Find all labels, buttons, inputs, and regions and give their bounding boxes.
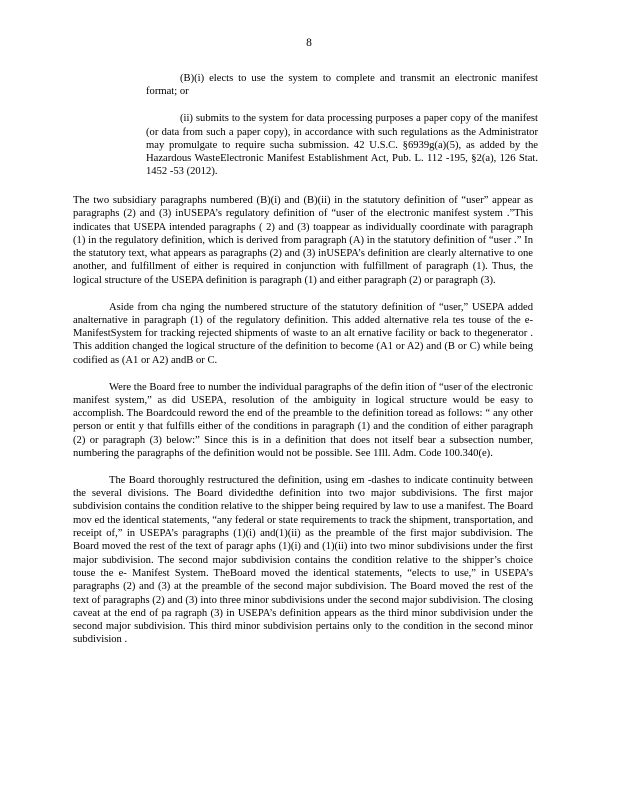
quote-paragraph-2: (ii) submits to the system for data processing purposes a paper copy of the manifest (or data from such a paper copy), in accordance with such regulations as the Administrator may promulgate to require sucha submission. 42 U.S.C. §6939g(a)(5), as added by the Hazardous WasteElectronic Manifest Establishment Act, Pub. L. 112 -195, §2(a), 126 Stat. 1452 -53 (2012).: [146, 113, 538, 178]
body-text: [73, 194, 533, 647]
page-number: 8: [306, 37, 312, 49]
body-paragraph-1: The two subsidiary paragraphs numbered (B)(i) and (B)(ii) in the statutory definition of “user” appear as paragraphs (2) and (3) inUSEPA’s regulatory definition of “user of the electronic manifest system .”This indicates that USEPA intended paragraphs ( 2) and (3) toappear as individually coordinate with paragraph (1) in the regulatory definition, which is derived from paragraph (A) in the statutory definition of “user .” In the statutory text, what appears as paragraphs (2) and (3) inUSEPA’s definition are clearly alternative to one another, and fulfillment of either is required in conjunction with fulfillment of paragraph (1). Thus, the logical structure of the USEPA definition is paragraph (1) and either paragraph (2) or paragraph (3).: [73, 195, 533, 286]
quote-paragraph-1: (B)(i) elects to use the system to complete and transmit an electronic manifest format; or: [146, 73, 538, 98]
body-paragraph-4: The Board thoroughly restructured the definition, using em -dashes to indicate continuity between the several divisions. The Board dividedthe definition into two major subdivisions. The first major subdivision contains the condition relative to the shipper being required by law to use a manifest. The Board mov ed the identical statements, “any federal or state requirements to track the shipment, transportation, and receipt of,” in USEPA’s paragraphs (1)(i) and(1)(ii) as the preamble of the first major subdivision. The Board moved the rest of the text of paragr aphs (1)(i) and (1)(ii) into two minor subdivisions under the first major subdivision. The second major subdivision contains the condition relative to the shipper’s choice touse the e- Manifest System. TheBoard moved the identical statements, “elects to use,” in USEPA’s paragraphs (2) and (3) at the preamble of the second major subdivision. The Board moved the rest of the text of paragraphs (2) and (3) into three minor subdivisions under the second major subdivision. The closing caveat at the end of pa ragraph (3) in USEPA’s definition appears as the third minor subdivision under the second major subdivision. This third minor subdivision pertains only to the condition in the second minor subdivision .: [73, 474, 533, 646]
body-paragraph-3: Were the Board free to number the individual paragraphs of the defin ition of “user of the electronic manifest system,” as did USEPA, resolution of the ambiguity in logical structure would be easy to accomplish. The Boardcould reword the end of the preamble to the definition toread as follows: “ any other person or entit y that fulfills either of the conditions in paragraph (1) and the condition of either paragraph (2) or paragraph (3) below:” Since this is in a definition that does not itself bear a subsection number, numbering the paragraphs of the definition would not be possible. See 1Ill. Adm. Code 100.340(e).: [73, 381, 533, 460]
block-quote: [146, 72, 538, 178]
body-paragraph-2: Aside from cha nging the numbered structure of the statutory definition of “user,” USEPA added analternative in paragraph (1) of the regulatory definition. This added alternative rela tes touse of the e- ManifestSystem for tracking rejected shipments of waste to an alt ernative facility or back to thegenerator . This addition changed the logical structure of the definition to become (A1 or A2) and (B or C) while being codified as (A1 or A2) andB or C.: [73, 301, 533, 366]
